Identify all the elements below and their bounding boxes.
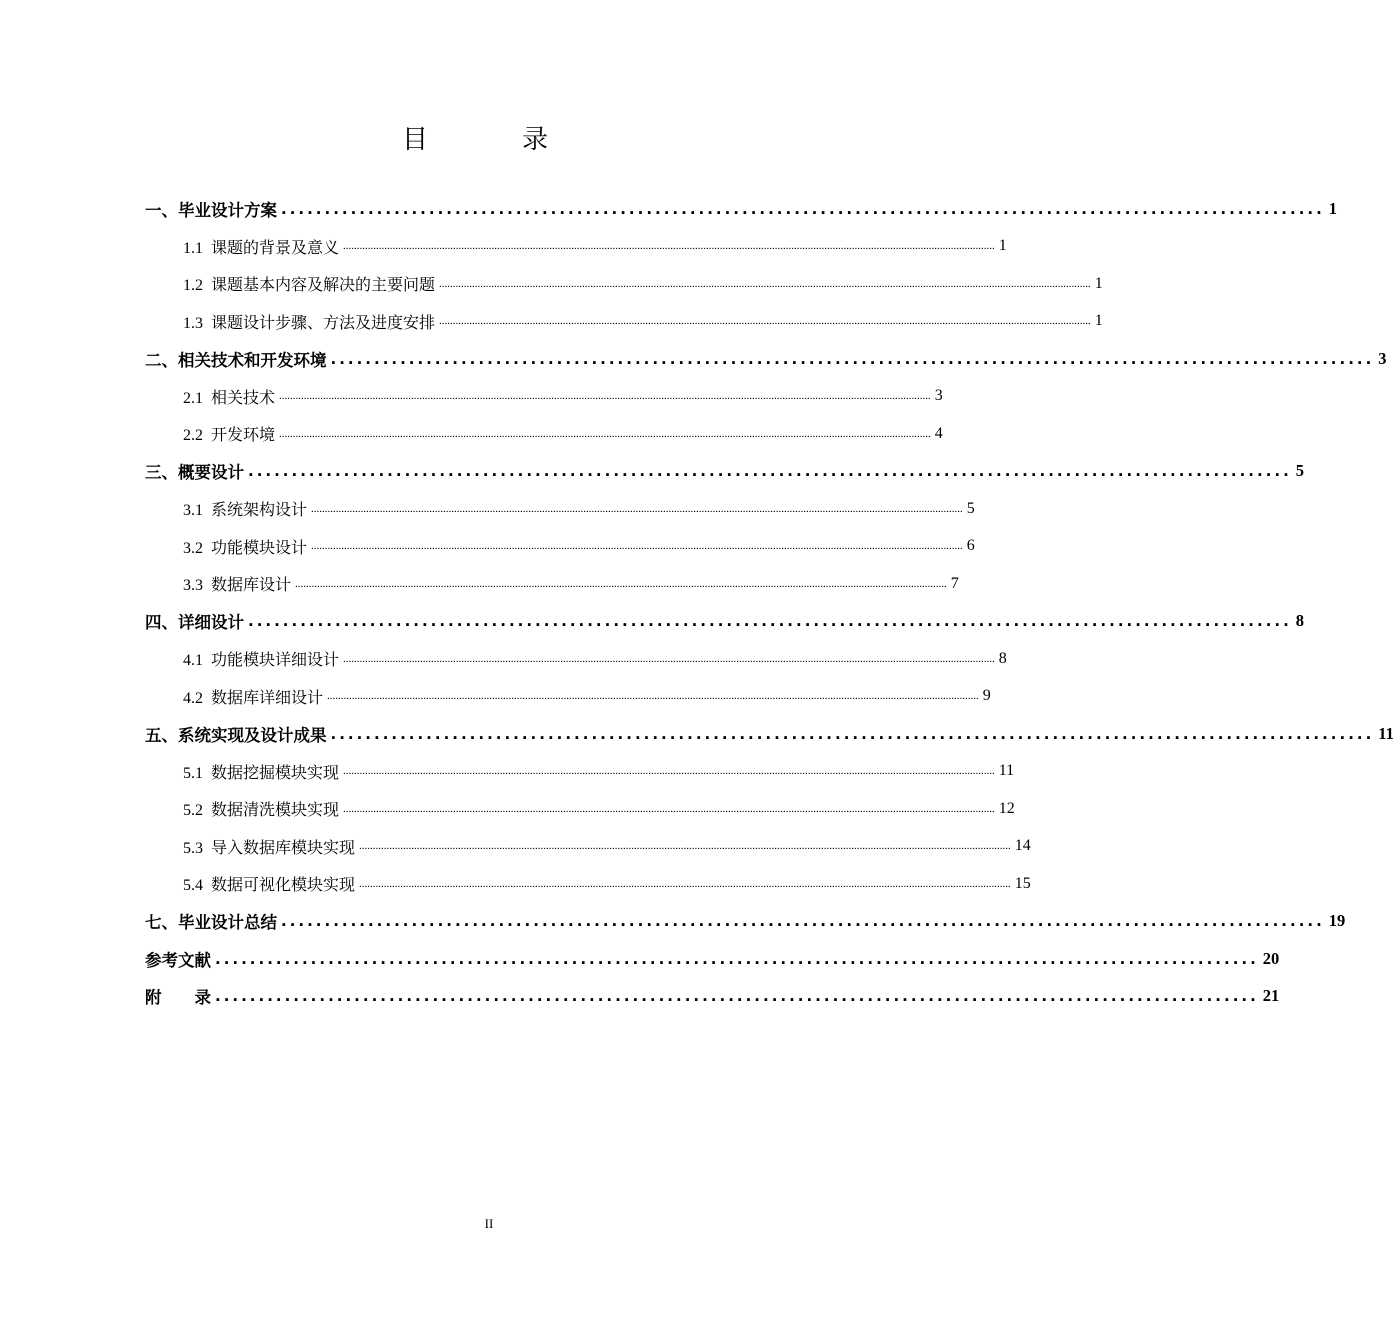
toc-entry-label <box>183 310 435 333</box>
toc-dot-leader: ........................................................................................................................ <box>281 199 1325 218</box>
toc-section-entry[interactable] <box>145 490 975 528</box>
toc-page-number: 1 <box>998 237 1007 255</box>
toc-dot-leader: ............................................................................................................................................................................................................................................. <box>311 540 963 553</box>
toc-entry-label: 七、毕业设计总结 <box>145 913 277 933</box>
toc-section-entry[interactable] <box>145 378 943 416</box>
toc-section-number: 1.1 <box>183 239 203 257</box>
toc-section-entry[interactable] <box>145 228 1007 266</box>
toc-entry-label: 五、系统实现及设计成果 <box>145 725 327 745</box>
toc-page-number: 21 <box>1262 986 1280 1006</box>
toc-section-entry[interactable] <box>145 528 975 566</box>
toc-dot-leader: ............................................................................................................................................................................................................................................. <box>439 277 1091 290</box>
toc-entry-label: 一、毕业设计方案 <box>145 200 277 220</box>
toc-section-title: 课题设计步骤、方法及进度安排 <box>211 312 436 332</box>
toc-entry-label <box>183 235 339 258</box>
toc-section-number: 3.1 <box>183 502 203 520</box>
toc-page-number: 6 <box>966 537 975 555</box>
toc-entry-label <box>183 535 307 558</box>
toc-dot-leader: ............................................................................................................................................................................................................................................. <box>311 502 963 515</box>
toc-entry-label <box>183 797 339 820</box>
toc-page-number: 1 <box>1094 274 1103 292</box>
toc-section-title: 导入数据库模块实现 <box>211 837 356 857</box>
toc-section-title: 功能模块详细设计 <box>211 650 340 670</box>
toc-entry-label: 四、详细设计 <box>145 613 244 633</box>
toc-section-number: 3.3 <box>183 577 203 595</box>
toc-dot-leader: ............................................................................................................................................................................................................................................. <box>343 652 995 665</box>
toc-entry-label <box>183 835 355 858</box>
toc-dot-leader: ........................................................................................................................ <box>330 724 1375 743</box>
toc-page-number: 3 <box>934 387 943 405</box>
toc-section-number: 4.2 <box>183 689 203 707</box>
toc-entry-label <box>183 422 275 445</box>
toc-section-entry[interactable] <box>145 565 959 603</box>
toc-section-number: 2.2 <box>183 427 203 445</box>
toc-entry-label <box>183 647 339 670</box>
toc-chapter-entry[interactable] <box>145 190 1338 228</box>
toc-section-number: 3.2 <box>183 539 203 557</box>
toc-page-number: 5 <box>1295 461 1305 481</box>
toc-dot-leader: ............................................................................................................................................................................................................................................. <box>279 427 931 440</box>
toc-entry-label: 参考文献 <box>145 950 211 970</box>
toc-chapter-entry[interactable] <box>145 340 1387 378</box>
toc-page-number: 1 <box>1328 198 1338 218</box>
toc-dot-leader: ............................................................................................................................................................................................................................................. <box>359 840 1011 853</box>
toc-dot-leader: ........................................................................................................................ <box>330 349 1375 368</box>
toc-dot-leader: ............................................................................................................................................................................................................................................. <box>343 240 995 253</box>
toc-page-number: 9 <box>982 687 991 705</box>
toc-section-title: 数据可视化模块实现 <box>211 875 356 895</box>
toc-section-number: 5.2 <box>183 802 203 820</box>
toc-chapter-entry[interactable] <box>145 940 1280 978</box>
toc-section-number: 5.4 <box>183 877 203 895</box>
toc-page-number: 20 <box>1262 948 1280 968</box>
toc-section-title: 数据清洗模块实现 <box>211 800 340 820</box>
toc-section-entry[interactable] <box>145 415 943 453</box>
toc-section-entry[interactable] <box>145 828 1031 866</box>
toc-page-number: 8 <box>998 649 1007 667</box>
toc-page-number: 14 <box>1014 837 1031 855</box>
toc-chapter-entry[interactable] <box>145 453 1305 491</box>
toc-dot-leader: ............................................................................................................................................................................................................................................. <box>343 765 995 778</box>
toc-section-number: 5.1 <box>183 764 203 782</box>
toc-page-number: 19 <box>1328 911 1346 931</box>
toc-section-title: 数据库详细设计 <box>211 687 324 707</box>
toc-entry-label <box>183 385 275 408</box>
toc-dot-leader: ............................................................................................................................................................................................................................................. <box>279 390 931 403</box>
toc-section-entry[interactable] <box>145 790 1015 828</box>
table-of-contents <box>145 190 1394 1015</box>
toc-section-entry[interactable] <box>145 678 991 716</box>
toc-page-number: 4 <box>934 424 943 442</box>
toc-dot-leader: ............................................................................................................................................................................................................................................. <box>327 690 979 703</box>
toc-section-title: 相关技术 <box>211 387 276 407</box>
toc-section-entry[interactable] <box>145 865 1031 903</box>
toc-dot-leader: ........................................................................................................................ <box>215 987 1259 1006</box>
toc-dot-leader: ........................................................................................................................ <box>248 612 1292 631</box>
toc-dot-leader: ............................................................................................................................................................................................................................................. <box>343 802 995 815</box>
toc-entry-label <box>183 760 339 783</box>
toc-section-entry[interactable] <box>145 753 1015 791</box>
toc-dot-leader: ............................................................................................................................................................................................................................................. <box>439 315 1091 328</box>
toc-section-title: 数据挖掘模块实现 <box>211 762 340 782</box>
toc-page-number: 8 <box>1295 611 1305 631</box>
toc-chapter-entry[interactable] <box>145 903 1346 941</box>
toc-chapter-entry[interactable] <box>145 978 1280 1016</box>
toc-entry-label <box>183 685 323 708</box>
toc-section-title: 系统架构设计 <box>211 500 308 520</box>
toc-dot-leader: ........................................................................................................................ <box>248 462 1292 481</box>
toc-dot-leader: ............................................................................................................................................................................................................................................. <box>359 877 1011 890</box>
toc-entry-label <box>183 272 435 295</box>
toc-page-number: 1 <box>1094 312 1103 330</box>
toc-section-title: 功能模块设计 <box>211 537 308 557</box>
toc-section-entry[interactable] <box>145 640 1007 678</box>
toc-chapter-entry[interactable] <box>145 715 1394 753</box>
toc-section-number: 5.3 <box>183 839 203 857</box>
toc-dot-leader: ........................................................................................................................ <box>215 949 1259 968</box>
toc-page-number: 11 <box>1378 723 1394 743</box>
toc-section-title: 课题的背景及意义 <box>211 237 340 257</box>
toc-section-title: 数据库设计 <box>211 575 292 595</box>
toc-section-number: 1.3 <box>183 314 203 332</box>
toc-entry-label <box>183 872 355 895</box>
toc-page-number: 11 <box>998 762 1015 780</box>
toc-page-number: 12 <box>998 799 1015 817</box>
toc-page-number: 5 <box>966 499 975 517</box>
toc-section-title: 开发环境 <box>211 425 276 445</box>
toc-dot-leader: ........................................................................................................................ <box>281 912 1325 931</box>
toc-entry-label: 二、相关技术和开发环境 <box>145 350 327 370</box>
toc-chapter-entry[interactable] <box>145 603 1305 641</box>
toc-page-number: 3 <box>1378 348 1387 368</box>
toc-section-number: 1.2 <box>183 277 203 295</box>
toc-entry-label: 三、概要设计 <box>145 463 244 483</box>
toc-dot-leader: ............................................................................................................................................................................................................................................. <box>295 577 947 590</box>
toc-page-number: 7 <box>950 574 959 592</box>
toc-entry-label <box>183 572 291 595</box>
toc-entry-label <box>183 497 307 520</box>
toc-section-number: 4.1 <box>183 652 203 670</box>
toc-section-number: 2.1 <box>183 389 203 407</box>
page-number-footer: II <box>484 1216 494 1231</box>
toc-section-title: 课题基本内容及解决的主要问题 <box>211 275 436 295</box>
toc-entry-label: 附 录 <box>145 988 211 1008</box>
toc-section-entry[interactable] <box>145 265 1103 303</box>
toc-section-entry[interactable] <box>145 303 1103 341</box>
toc-page-number: 15 <box>1014 874 1031 892</box>
page-title: 目 录 <box>401 125 582 155</box>
